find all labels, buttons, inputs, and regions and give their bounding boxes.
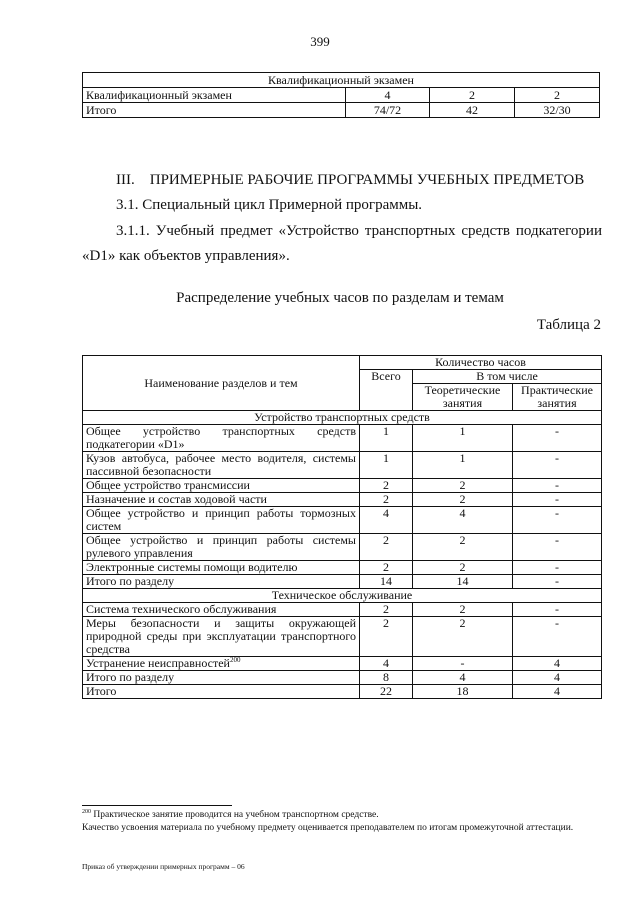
table-cell: 2	[515, 88, 600, 103]
topic-name-text: Система технического обслуживания	[86, 602, 277, 616]
hours-practice: -	[513, 507, 602, 534]
hours-total: 2	[360, 493, 413, 507]
table-row	[83, 103, 600, 118]
table-row	[83, 452, 602, 479]
hours-total: 2	[360, 479, 413, 493]
topic-name-text: Назначение и состав ходовой части	[86, 492, 267, 506]
hours-practice: -	[513, 493, 602, 507]
hours-practice: 4	[513, 671, 602, 685]
topic-name-text: Итого по разделу	[86, 574, 175, 588]
hours-theory: 2	[413, 479, 513, 493]
column-header-quantity: Количество часов	[360, 356, 602, 370]
section-title: Устройство транспортных средств	[83, 411, 602, 425]
hours-theory: 14	[413, 575, 513, 589]
footnote-divider	[82, 805, 232, 806]
table-cell: 22	[360, 685, 413, 699]
table-row	[83, 507, 602, 534]
topic-name-text: Итого по разделу	[86, 670, 175, 684]
topic-name	[83, 575, 360, 589]
hours-theory: 2	[413, 603, 513, 617]
topic-name	[83, 534, 360, 561]
section-heading: III. ПРИМЕРНЫЕ РАБОЧИЕ ПРОГРАММЫ УЧЕБНЫХ ПРЕДМЕТОВ	[116, 172, 585, 188]
topic-name	[83, 425, 360, 452]
hours-theory: 1	[413, 425, 513, 452]
table-row	[83, 603, 602, 617]
table-cell: 4	[346, 88, 430, 103]
column-header-including: В том числе	[413, 370, 602, 384]
table-row	[83, 493, 602, 507]
table-row	[83, 575, 602, 589]
hours-total: 4	[360, 507, 413, 534]
column-header-total: Всего	[360, 370, 413, 411]
footnote-text: Практическое занятие проводится на учебном транспортном средстве.	[91, 810, 379, 820]
table-row	[83, 425, 602, 452]
hours-total: 2	[360, 561, 413, 575]
hours-total: 1	[360, 425, 413, 452]
page-footer: Приказ об утверждении примерных программ – 06	[82, 862, 245, 871]
hours-practice: 4	[513, 657, 602, 671]
topic-name-text: Устранение неисправностей	[86, 656, 230, 670]
hours-practice: -	[513, 561, 602, 575]
hours-practice: -	[513, 425, 602, 452]
hours-theory: 2	[413, 617, 513, 657]
hours-practice: -	[513, 575, 602, 589]
topic-name	[83, 452, 360, 479]
table-row	[83, 73, 600, 88]
topic-name	[83, 493, 360, 507]
hours-practice: -	[513, 617, 602, 657]
hours-total: 2	[360, 534, 413, 561]
topic-name	[83, 617, 360, 657]
hours-total: 4	[360, 657, 413, 671]
hours-theory: 4	[413, 507, 513, 534]
table-cell: 18	[413, 685, 513, 699]
topic-name-text: Общее устройство трансмиссии	[86, 478, 250, 492]
column-header-practice: Практические занятия	[513, 384, 602, 411]
table-cell: Итого	[83, 103, 346, 118]
table-cell: 2	[430, 88, 515, 103]
topic-name-text: Общее устройство и принцип работы системы рулевого управления	[86, 533, 356, 560]
hours-practice: -	[513, 534, 602, 561]
hours-total: 2	[360, 603, 413, 617]
table-row	[83, 671, 602, 685]
section-body	[83, 425, 602, 589]
topic-name	[83, 561, 360, 575]
topic-name	[83, 507, 360, 534]
topic-name-text: Общее устройство транспортных средств подкатегории «D1»	[86, 424, 356, 451]
section-title: Техническое обслуживание	[83, 589, 602, 603]
table-cell: Итого	[83, 685, 360, 699]
column-header-name: Наименование разделов и тем	[83, 356, 360, 411]
paragraph: 3.1. Специальный цикл Примерной программы.	[116, 197, 423, 213]
table-row	[83, 534, 602, 561]
exam-table-header: Квалификационный экзамен	[83, 73, 600, 88]
hours-theory: 4	[413, 671, 513, 685]
hours-theory: 2	[413, 534, 513, 561]
hours-practice: -	[513, 479, 602, 493]
topic-name-text: Кузов автобуса, рабочее место водителя, системы пассивной безопасности	[86, 451, 356, 478]
hours-table	[82, 355, 602, 699]
table-row	[83, 88, 600, 103]
hours-theory: 2	[413, 493, 513, 507]
hours-total: 14	[360, 575, 413, 589]
hours-total: 1	[360, 452, 413, 479]
topic-name	[83, 671, 360, 685]
topic-name	[83, 479, 360, 493]
hours-practice: -	[513, 603, 602, 617]
table-row	[83, 657, 602, 671]
column-header-theory: Теоретические занятия	[413, 384, 513, 411]
topic-name	[83, 603, 360, 617]
table-cell: 32/30	[515, 103, 600, 118]
exam-summary-table	[82, 72, 600, 118]
hours-total: 2	[360, 617, 413, 657]
section-row	[83, 589, 602, 603]
table-cell: 74/72	[346, 103, 430, 118]
hours-practice: -	[513, 452, 602, 479]
section-body	[83, 603, 602, 685]
footnote-mark: 200	[82, 808, 91, 815]
paragraph: 3.1.1. Учебный предмет «Устройство транспортных средств подкатегории «D1» как объектов управления».	[82, 223, 602, 264]
table-row	[83, 479, 602, 493]
topic-name	[83, 657, 360, 671]
topic-name-text: Общее устройство и принцип работы тормозных систем	[86, 506, 356, 533]
table-row	[83, 356, 602, 370]
topic-name-text: Электронные системы помощи водителю	[86, 560, 298, 574]
footnote-continuation: Качество усвоения материала по учебному предмету оценивается преподавателем по итогам промежуточной аттестации.	[82, 823, 574, 833]
page-number: 399	[310, 34, 330, 49]
footnote	[82, 809, 602, 821]
table-row	[83, 617, 602, 657]
section-row	[83, 411, 602, 425]
hours-theory: -	[413, 657, 513, 671]
table-cell: 42	[430, 103, 515, 118]
table-cell: Квалификационный экзамен	[83, 88, 346, 103]
grand-total-row	[83, 685, 602, 699]
hours-theory: 1	[413, 452, 513, 479]
hours-theory: 2	[413, 561, 513, 575]
table-row	[83, 561, 602, 575]
hours-total: 8	[360, 671, 413, 685]
table-number: Таблица 2	[536, 317, 601, 333]
table-cell: 4	[513, 685, 602, 699]
footnote-ref: 200	[229, 656, 241, 664]
topic-name-text: Меры безопасности и защиты окружающей природной среды при эксплуатации транспортного средства	[86, 616, 356, 656]
table-caption: Распределение учебных часов по разделам и темам	[176, 290, 504, 306]
